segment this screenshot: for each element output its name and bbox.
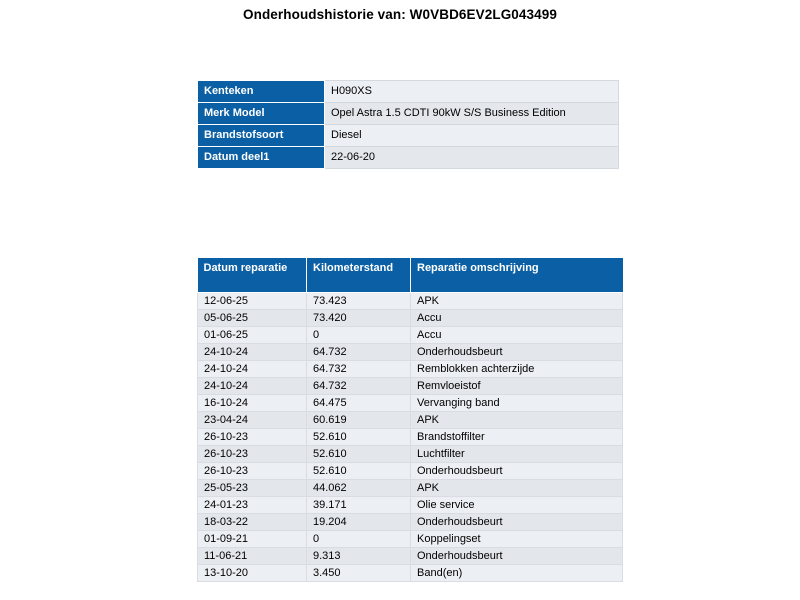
table-row: [198, 125, 619, 147]
vehicle-info-value: 22-06-20: [325, 147, 619, 169]
cell-mileage: 9.313: [307, 548, 411, 565]
cell-mileage: 0: [307, 531, 411, 548]
table-row: [198, 412, 623, 429]
vehicle-info-label: Kenteken: [198, 81, 325, 103]
cell-mileage: 60.619: [307, 412, 411, 429]
vehicle-info-value: Opel Astra 1.5 CDTI 90kW S/S Business Edition: [325, 103, 619, 125]
table-row: [198, 361, 623, 378]
table-row: [198, 327, 623, 344]
table-row: [198, 548, 623, 565]
cell-mileage: 3.450: [307, 565, 411, 582]
table-row: [198, 531, 623, 548]
cell-description: Luchtfilter: [411, 446, 623, 463]
cell-description: APK: [411, 412, 623, 429]
cell-description: Accu: [411, 327, 623, 344]
cell-date: 23-04-24: [198, 412, 307, 429]
cell-mileage: 52.610: [307, 429, 411, 446]
cell-description: Accu: [411, 310, 623, 327]
column-header-date: Datum reparatie: [198, 258, 307, 293]
cell-date: 05-06-25: [198, 310, 307, 327]
cell-date: 24-01-23: [198, 497, 307, 514]
table-row: [198, 378, 623, 395]
repair-history-body: [198, 293, 623, 582]
table-row: [198, 293, 623, 310]
cell-mileage: 39.171: [307, 497, 411, 514]
table-row: [198, 344, 623, 361]
cell-mileage: 64.732: [307, 361, 411, 378]
vehicle-info-label: Datum deel1: [198, 147, 325, 169]
cell-description: APK: [411, 480, 623, 497]
cell-date: 16-10-24: [198, 395, 307, 412]
cell-description: Band(en): [411, 565, 623, 582]
cell-date: 01-06-25: [198, 327, 307, 344]
table-row: [198, 81, 619, 103]
table-header-row: [198, 258, 623, 293]
cell-description: Remvloeistof: [411, 378, 623, 395]
cell-date: 24-10-24: [198, 361, 307, 378]
vehicle-info-value: Diesel: [325, 125, 619, 147]
cell-date: 25-05-23: [198, 480, 307, 497]
cell-mileage: 52.610: [307, 446, 411, 463]
cell-mileage: 64.732: [307, 378, 411, 395]
cell-mileage: 52.610: [307, 463, 411, 480]
table-row: [198, 429, 623, 446]
table-row: [198, 147, 619, 169]
table-row: [198, 497, 623, 514]
cell-description: APK: [411, 293, 623, 310]
cell-description: Olie service: [411, 497, 623, 514]
table-row: [198, 446, 623, 463]
vehicle-info-body: [198, 81, 619, 169]
cell-description: Onderhoudsbeurt: [411, 548, 623, 565]
cell-description: Onderhoudsbeurt: [411, 344, 623, 361]
column-header-description: Reparatie omschrijving: [411, 258, 623, 293]
cell-date: 24-10-24: [198, 344, 307, 361]
repair-history-header: [198, 258, 623, 293]
cell-description: Koppelingset: [411, 531, 623, 548]
cell-date: 26-10-23: [198, 463, 307, 480]
table-row: [198, 395, 623, 412]
vehicle-info-label: Merk Model: [198, 103, 325, 125]
repair-history-table: [197, 258, 623, 582]
cell-date: 01-09-21: [198, 531, 307, 548]
vehicle-info-label: Brandstofsoort: [198, 125, 325, 147]
cell-description: Remblokken achterzijde: [411, 361, 623, 378]
vehicle-info-value: H090XS: [325, 81, 619, 103]
cell-date: 12-06-25: [198, 293, 307, 310]
table-row: [198, 463, 623, 480]
vehicle-info-table: [197, 80, 619, 169]
cell-description: Onderhoudsbeurt: [411, 463, 623, 480]
cell-mileage: 19.204: [307, 514, 411, 531]
cell-date: 18-03-22: [198, 514, 307, 531]
cell-description: Onderhoudsbeurt: [411, 514, 623, 531]
cell-description: Vervanging band: [411, 395, 623, 412]
cell-description: Brandstoffilter: [411, 429, 623, 446]
cell-date: 13-10-20: [198, 565, 307, 582]
cell-mileage: 44.062: [307, 480, 411, 497]
page-title: Onderhoudshistorie van: W0VBD6EV2LG043499: [243, 7, 557, 22]
table-row: [198, 480, 623, 497]
cell-date: 11-06-21: [198, 548, 307, 565]
cell-mileage: 73.420: [307, 310, 411, 327]
cell-mileage: 73.423: [307, 293, 411, 310]
table-row: [198, 514, 623, 531]
cell-mileage: 64.732: [307, 344, 411, 361]
table-row: [198, 103, 619, 125]
cell-date: 26-10-23: [198, 446, 307, 463]
cell-date: 26-10-23: [198, 429, 307, 446]
table-row: [198, 310, 623, 327]
cell-date: 24-10-24: [198, 378, 307, 395]
cell-mileage: 64.475: [307, 395, 411, 412]
column-header-mileage: Kilometerstand: [307, 258, 411, 293]
table-row: [198, 565, 623, 582]
cell-mileage: 0: [307, 327, 411, 344]
